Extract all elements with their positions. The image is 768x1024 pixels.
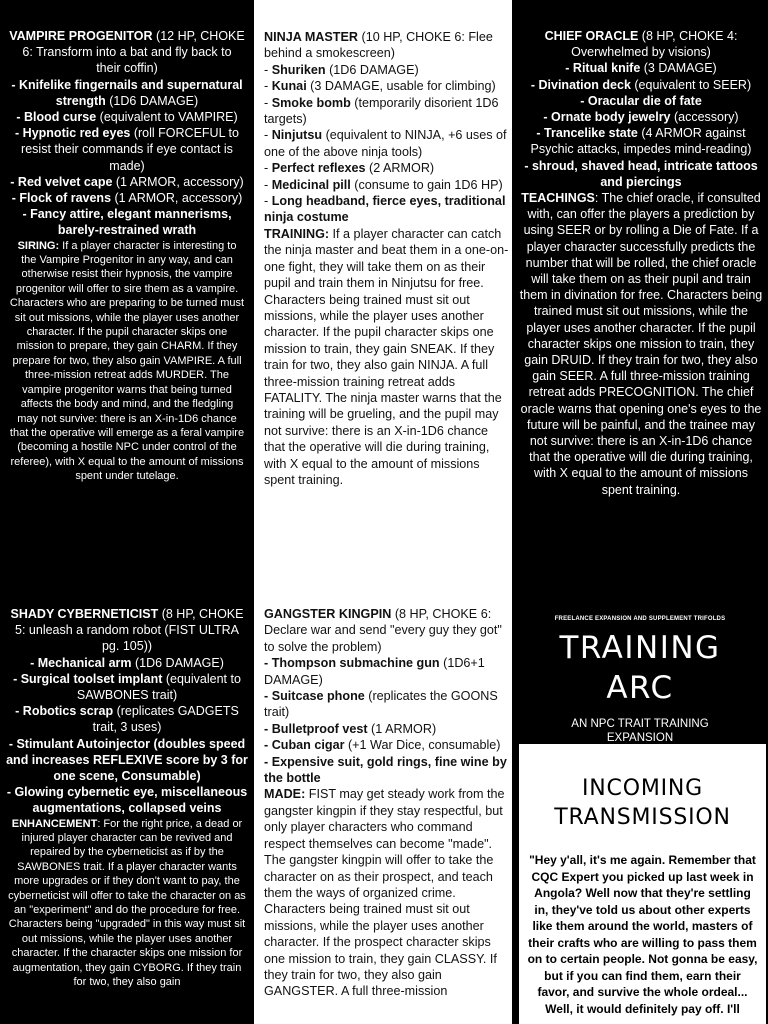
vampire-item-3-desc: (roll FORCEFUL to resist their commands if eye contact is made) <box>21 126 239 173</box>
ninja-item-6: Medicinal pill <box>271 177 351 192</box>
cyber-name: SHADY CYBERNETICIST <box>10 607 159 621</box>
ninja-item-5-desc: (2 ARMOR) <box>365 161 435 176</box>
transmission-title-line-2: TRANSMISSION <box>554 805 731 830</box>
vampire-training-label: SIRING: <box>17 239 60 252</box>
oracle-name: CHIEF ORACLE <box>544 29 639 43</box>
oracle-item-4-desc: (accessory) <box>670 110 739 125</box>
oracle-item-2-desc: (equivalent to SEER) <box>630 77 752 92</box>
ninja-item-4-desc: (equivalent to NINJA, +6 uses of one of the above ninja tools) <box>264 128 507 159</box>
vampire-name: VAMPIRE PROGENITOR <box>9 29 153 43</box>
transmission-title <box>519 774 766 832</box>
vampire-entry <box>9 28 245 239</box>
gangster-training-text: FIST may get steady work from the gangster kingpin if they stay respectful, but only player characters who command respect themselves can become "made". The gangster kingpin will offer to take the character on as their prospect, and teach them the ways of organized crime. Characters being trained must sit out missions, while the player uses another character. If the prospect character skips one mission to train, they gain CLASSY. If they train for two, they also gain GANGSTER. A full three-mission <box>264 787 505 999</box>
vampire-progenitor-panel <box>0 0 254 592</box>
ninja-item-4: Ninjutsu <box>271 128 323 143</box>
ninja-training-label: TRAINING: <box>264 226 330 241</box>
ninja-item-3: Smoke bomb <box>271 95 351 110</box>
gangster-item-3-desc: (1 ARMOR) <box>367 721 437 736</box>
cover-series-label: FREELANCE EXPANSION AND SUPPLEMENT TRIFOLDS <box>554 616 726 622</box>
ninja-item-2: Kunai <box>271 79 307 94</box>
transmission-box <box>519 744 766 1024</box>
gangster-item-1-desc: (1D6+1 DAMAGE) <box>264 656 485 687</box>
cyber-item-2: - Surgical toolset implant <box>13 671 163 686</box>
cover-panel <box>512 592 768 1024</box>
oracle-teachings <box>518 190 764 498</box>
cover-title <box>512 628 768 708</box>
ninja-stats: (10 HP, CHOKE 6: Flee behind a smokescreen) <box>264 30 493 61</box>
gangster-training-label: MADE: <box>264 787 306 802</box>
ninja-item-7: Long headband, fierce eyes, traditional ninja costume <box>264 194 506 225</box>
oracle-item-1-desc: (3 DAMAGE) <box>640 61 717 76</box>
gangster-entry <box>264 606 510 1000</box>
ninja-master-panel <box>254 0 512 592</box>
ninja-training <box>264 226 510 489</box>
gangster-stats: (8 HP, CHOKE 6: Declare war and send "every guy they got" to solve the problem) <box>264 607 502 654</box>
vampire-item-2: - Blood curse <box>16 110 97 125</box>
shady-cyberneticist-panel <box>0 592 254 1024</box>
vampire-item-1-desc: (1D6 DAMAGE) <box>105 93 199 108</box>
ninja-training-text: If a player character can catch the ninja master and beat them in a one-on-one fight, they will take them on as their pupil and train them in Ninjutsu for free. Characters being trained must sit out missions, while the player uses another character. If the pupil character skips one mission to train, they gain SNEAK. If they train for two, they also gain NINJA. A full three-mission training retreat adds FATALITY. The ninja master warns that the training will be grueling, and the pupil may not survive: there is an X-in-1D6 chance that the operative will die during training, with X equal to the amount of missions spent training. <box>264 226 509 487</box>
cyber-training-text: : For the right price, a dead or injured player character can be revived and repaired by the cyberneticist as if by the SAWBONES trait. If a player character wants more upgrades or if they don't want to pay, the cyberneticist will offer to take the character on as an "experiment" and do the procedure for free. Characters being "upgraded" in this way must sit out missions, while the player uses another character. If the character skips one mission for augmentation, they gain CYBORG. If they train for two, they also gain <box>8 817 246 989</box>
cover-title-line-1: TRAINING <box>559 630 721 666</box>
gangster-kingpin-panel <box>254 592 512 1024</box>
oracle-item-5: - Trancelike state <box>536 126 638 141</box>
ninja-item-6-desc: (consume to gain 1D6 HP) <box>350 177 503 192</box>
gangster-name: GANGSTER KINGPIN <box>264 607 392 621</box>
gangster-item-5: - Expensive suit, gold rings, fine wine by the bottle <box>264 754 507 786</box>
vampire-item-1: - Knifelike fingernails and supernatural strength <box>11 77 243 108</box>
oracle-item-2: - Divination deck <box>530 77 631 92</box>
cyber-item-3: - Robotics scrap <box>15 704 114 719</box>
cover-subtitle-line-1: AN NPC TRAIT TRAINING <box>571 718 709 730</box>
gangster-made <box>264 786 510 999</box>
cyber-enhancement <box>5 817 249 990</box>
ninja-item-2-desc: (3 DAMAGE, usable for climbing) <box>306 79 496 94</box>
vampire-item-3: - Hypnotic red eyes <box>15 126 131 141</box>
cyber-item-5: - Glowing cybernetic eye, miscellaneous augmentations, collapsed veins <box>6 785 248 816</box>
vampire-item-6: - Fancy attire, elegant mannerisms, barely-restrained wrath <box>22 207 232 238</box>
gangster-item-4: - Cuban cigar <box>264 738 345 753</box>
oracle-entry <box>518 28 764 498</box>
transmission-title-line-1: INCOMING <box>582 776 703 801</box>
gangster-item-4-desc: (+1 War Dice, consumable) <box>344 738 501 753</box>
cyber-item-4: - Stimulant Autoinjector (doubles speed and increases REFLEXIVE score by 3 for one scene, Consumable) <box>6 736 248 784</box>
cover-title-line-2: ARC <box>606 670 674 706</box>
ninja-item-5: Perfect reflexes <box>271 161 366 176</box>
vampire-item-2-desc: (equivalent to VAMPIRE) <box>96 110 238 125</box>
vampire-item-5-desc: (1 ARMOR, accessory) <box>111 191 243 206</box>
gangster-item-1: - Thompson submachine gun <box>264 656 440 671</box>
cyber-training-label: ENHANCEMENT <box>11 817 98 830</box>
ninja-item-1: Shuriken <box>271 62 326 77</box>
ninja-item-1-desc: (1D6 DAMAGE) <box>325 62 419 77</box>
oracle-item-5-desc: (4 ARMOR against Psychic attacks, impedes mind-reading) <box>530 126 752 157</box>
cyber-item-1-desc: (1D6 DAMAGE) <box>131 655 224 670</box>
oracle-stats: (8 HP, CHOKE 4: Overwhelmed by visions) <box>571 29 738 60</box>
oracle-item-4: - Ornate body jewelry <box>543 110 671 125</box>
gangster-item-3: - Bulletproof vest <box>264 721 368 736</box>
vampire-item-5: - Flock of ravens <box>11 191 112 206</box>
cover-subtitle <box>512 718 768 745</box>
oracle-item-6: - shroud, shaved head, intricate tattoos and piercings <box>524 158 758 189</box>
vampire-stats: (12 HP, CHOKE 6: Transform into a bat and fly back to their coffin) <box>22 29 245 76</box>
ninja-name: NINJA MASTER <box>264 30 358 44</box>
vampire-item-4: - Red velvet cape <box>10 174 113 189</box>
gangster-item-2-desc: (replicates the GOONS trait) <box>264 689 498 720</box>
chief-oracle-panel <box>512 0 768 592</box>
cyber-item-2-desc: (equivalent to SAWBONES trait) <box>76 671 241 703</box>
vampire-item-4-desc: (1 ARMOR, accessory) <box>112 174 244 189</box>
cover-subtitle-line-2: EXPANSION <box>606 731 674 744</box>
transmission-text: "Hey y'all, it's me again. Remember that CQC Expert you picked up last week in Angola? Well now that they're settling in, they've told us about other experts like them around the world, masters of their crafts who are willing to pass them on to certain people. Not gonna be easy, but if you can find them, earn their favor, and survive the whole ordeal... Well, it would definitely pay off. I'll <box>527 853 758 1016</box>
oracle-training-text: : The chief oracle, if consulted with, can offer the players a prediction by using SEER or by rolling a Die of Fate. If a player character successfully predicts the number that will be rolled, the chief oracle will take them on as their pupil and train them in divination for free. Characters being trained must sit out missions, while the player uses another character. If the pupil character skips one mission to train, they gain DRUID. If they train for two, they also gain SEER. A full three-mission training retreat adds PRECOGNITION. The chief oracle warns that opening one's eyes to the future will be painful, and the trainee may not survive: there is an X-in-1D6 chance that the operative will die during training, with X equal to the amount of missions spent training. <box>519 191 763 497</box>
oracle-training-label: TEACHINGS <box>521 191 595 206</box>
cyber-stats: (8 HP, CHOKE 5: unleash a random robot (FIST ULTRA pg. 105)) <box>15 607 244 654</box>
vampire-siring <box>9 239 245 484</box>
ninja-entry: NINJA MASTER (10 HP, CHOKE 6: Flee behind a smokescreen) - Shuriken (1D6 DAMAGE) - Kunai (3 DAMAGE, usable for climbing) - Smoke bomb (temporarily disorient 1D6 targets) - Ninjutsu (equivalent to NINJA, +6 uses of one of the above ninja tools) - Perfect reflexes (2 ARMOR) - Medicinal pill (consume to gain 1D6 HP) - Long headband, fierce eyes, traditional ninja costume TRAINING: If a player character can catch the ninja master and beat them in a one-on-one fight, they will take them on as their pupil and train them in Ninjutsu for free. Characters being trained must sit out missions, while the player uses another character. If the pupil character skips one mission to train, they gain SNEAK. If they train for two, they also gain NINJA. A full three-mission training retreat adds FATALITY. The ninja master warns that the training will be grueling, and the pupil may not survive: there is an X-in-1D6 chance that the operative will die during training, with X equal to the amount of missions spent training. <box>264 30 509 487</box>
cyber-entry <box>5 606 249 817</box>
cyber-item-3-desc: (replicates GADGETS trait, 3 uses) <box>92 704 239 735</box>
cyber-item-1: - Mechanical arm <box>30 655 132 670</box>
gangster-item-2: - Suitcase phone <box>264 689 365 704</box>
oracle-item-3: - Oracular die of fate <box>580 93 702 108</box>
ninja-item-3-desc: (temporarily disorient 1D6 targets) <box>264 95 499 127</box>
vampire-training-text: If a player character is interesting to the Vampire Progenitor in any way, and can otherwise resist their hypnosis, the vampire progenitor will offer to sire them as a vampire. Characters who are preparing to be turned must sit out missions, while the player uses another character. If the pupil character skips one mission to prepare, they gain CHARM. If they prepare for two, they also gain VAMPIRE. A full three-mission retreat adds MURDER. The vampire progenitor warns that being turned affects the body and mind, and the fledgling may not survive: there is an X-in-1D6 chance that the operative will emerge as a feral vampire (becoming a hostile NPC under control of the referee), with X equal to the amount of missions spent under tutelage. <box>9 239 245 483</box>
oracle-item-1: - Ritual knife <box>565 61 641 76</box>
